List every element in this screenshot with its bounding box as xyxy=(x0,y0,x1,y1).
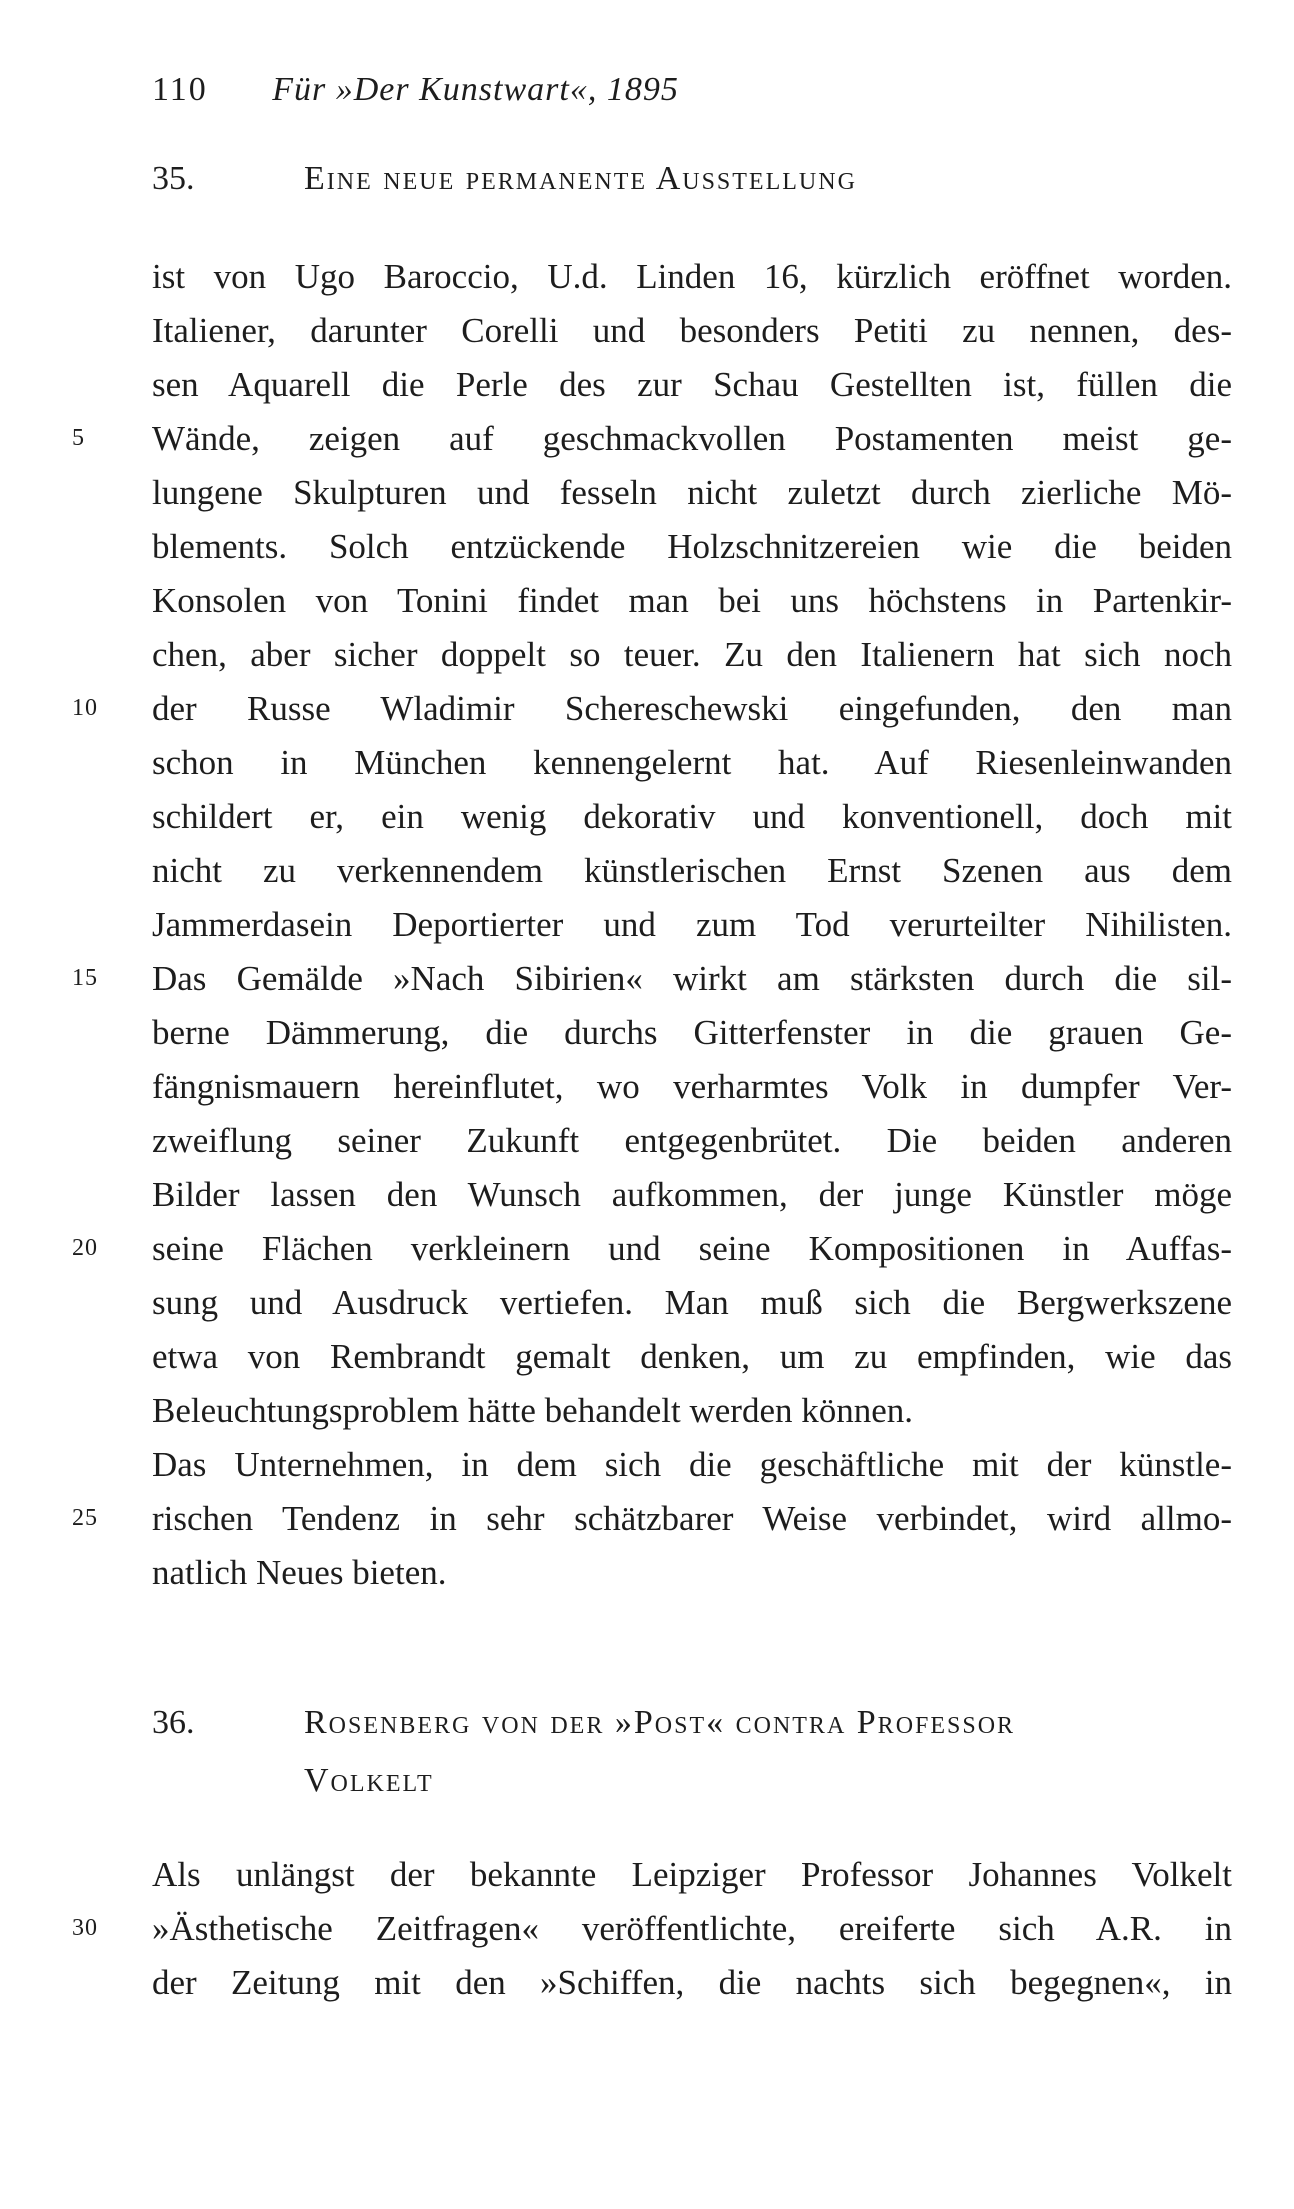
text-line: sung und Ausdruck vertiefen. Man muß sich die Bergwerkszene xyxy=(152,1283,1232,1322)
text-line: Das Unternehmen, in dem sich die geschäftliche mit der künstle- xyxy=(152,1445,1232,1484)
section-title-line: Rosenberg von der »Post« contra Professor xyxy=(304,1704,1016,1741)
line-number: 15 xyxy=(72,965,98,991)
section-title xyxy=(304,150,857,208)
text-line: berne Dämmerung, die durchs Gitterfenster in die grauen Ge- xyxy=(152,1013,1232,1052)
text-line: Wände, zeigen auf geschmackvollen Postamenten meist ge- xyxy=(152,419,1232,458)
text-line: Konsolen von Tonini findet man bei uns höchstens in Partenkir- xyxy=(152,581,1232,620)
section-number: 36. xyxy=(152,1704,195,1741)
text-line: Jammerdasein Deportierter und zum Tod verurteilter Nihilisten. xyxy=(152,905,1232,944)
text-line: ist von Ugo Baroccio, U.d. Linden 16, kürzlich eröffnet worden. xyxy=(152,257,1232,296)
text-line: natlich Neues bieten. xyxy=(152,1553,447,1592)
section-title-line: Eine neue permanente Ausstellung xyxy=(304,160,857,197)
text-line: schon in München kennengelernt hat. Auf Riesenleinwanden xyxy=(152,743,1232,782)
text-line: Beleuchtungsproblem hätte behandelt werden können. xyxy=(152,1391,914,1430)
running-header xyxy=(152,60,679,120)
line-number: 10 xyxy=(72,695,98,721)
text-line: Das Gemälde »Nach Sibirien« wirkt am stärksten durch die sil- xyxy=(152,959,1232,998)
section-title-line: Volkelt xyxy=(304,1762,434,1799)
text-line: sen Aquarell die Perle des zur Schau Gestellten ist, füllen die xyxy=(152,365,1232,404)
text-line: seine Flächen verkleinern und seine Kompositionen in Auffas- xyxy=(152,1229,1232,1268)
text-line: zweiflung seiner Zukunft entgegenbrütet. Die beiden anderen xyxy=(152,1121,1232,1160)
text-line: etwa von Rembrandt gemalt denken, um zu empfinden, wie das xyxy=(152,1337,1232,1376)
page-number: 110 xyxy=(152,71,208,108)
section-number: 35. xyxy=(152,160,195,197)
text-line: Als unlängst der bekannte Leipziger Professor Johannes Volkelt xyxy=(152,1855,1232,1894)
text-line: fängnismauern hereinflutet, wo verharmtes Volk in dumpfer Ver- xyxy=(152,1067,1232,1106)
text-line: Italiener, darunter Corelli und besonders Petiti zu nennen, des- xyxy=(152,311,1232,350)
text-line: schildert er, ein wenig dekorativ und konventionell, doch mit xyxy=(152,797,1232,836)
line-number: 20 xyxy=(72,1235,98,1261)
text-line: blements. Solch entzückende Holzschnitzereien wie die beiden xyxy=(152,527,1232,566)
section-heading-36 xyxy=(152,1694,1015,1810)
text-line: der Russe Wladimir Schereschewski eingefunden, den man xyxy=(152,689,1232,728)
text-line: der Zeitung mit den »Schiffen, die nachts sich begegnen«, in xyxy=(152,1963,1232,2002)
text-line: Bilder lassen den Wunsch aufkommen, der junge Künstler möge xyxy=(152,1175,1232,1214)
line-number: 30 xyxy=(72,1915,98,1941)
line-number: 25 xyxy=(72,1505,98,1531)
section-heading-35 xyxy=(152,150,857,208)
text-line: »Ästhetische Zeitfragen« veröffentlichte, ereiferte sich A.R. in xyxy=(152,1909,1232,1948)
text-line: lungene Skulpturen und fesseln nicht zuletzt durch zierliche Mö- xyxy=(152,473,1232,512)
running-title: Für »Der Kunstwart«, 1895 xyxy=(272,71,679,108)
line-number: 5 xyxy=(72,425,85,451)
text-line: chen, aber sicher doppelt so teuer. Zu den Italienern hat sich noch xyxy=(152,635,1232,674)
section-title xyxy=(304,1694,1015,1810)
text-line: rischen Tendenz in sehr schätzbarer Weise verbindet, wird allmo- xyxy=(152,1499,1232,1538)
text-line: nicht zu verkennendem künstlerischen Ernst Szenen aus dem xyxy=(152,851,1232,890)
